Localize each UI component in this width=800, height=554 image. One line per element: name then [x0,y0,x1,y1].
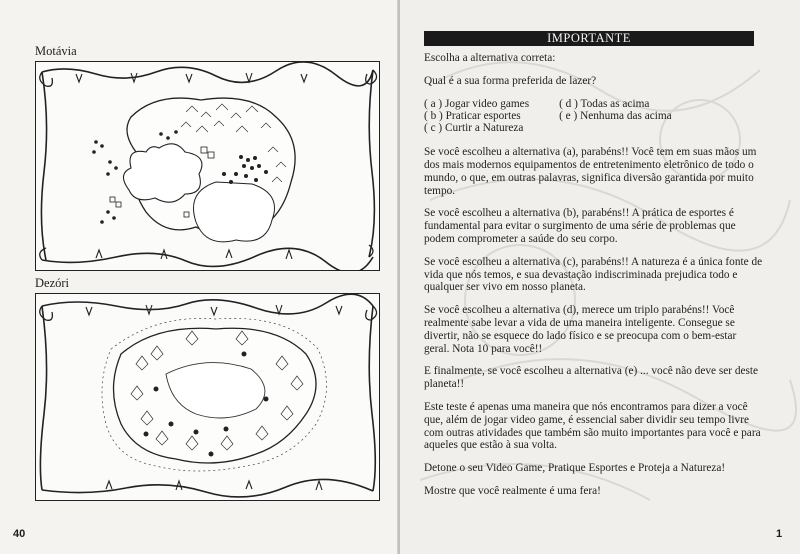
dezori-map-illustration [36,294,379,500]
page-number-left: 40 [13,528,26,540]
options-column-2 [559,98,672,135]
quiz-question: Qual é a sua forma preferida de lazer? [424,74,597,87]
answer-e-paragraph: E finalmente, se você escolheu a alternativa (e) ... você não deve ser deste planeta!! [424,365,759,391]
quiz-intro: Escolha a alternativa correta: [424,52,556,64]
map-title-dezori: Dezóri [35,276,70,290]
answer-c-paragraph: Se você escolheu a alternativa (c), parabéns!! A natureza é a única fonte de vida que nós temos, e sua devastação indiscriminada prejudica todo e qualquer ser vivo em nosso planeta. [424,255,763,294]
option-a: ( a ) Jogar video games [424,97,530,110]
option-b: ( b ) Praticar esportes [424,109,521,122]
dezori-map [35,293,380,501]
option-c: ( c ) Curtir a Natureza [424,122,524,134]
option-e: ( e ) Nenhuma das acima [559,109,672,122]
slogan-paragraph: Detone o seu Video Game, Pratique Esportes e Proteja a Natureza! [424,462,726,475]
motavia-map-illustration [36,62,379,270]
options-column-1 [424,98,529,135]
motavia-map [35,61,380,271]
page-number-right: 1 [776,528,783,540]
answer-b-paragraph: Se você escolheu a alternativa (b), parabéns!! A prática de esportes é fundamental para evitar o surgimento de uma série de problemas que podem comprometer a saúde do seu corpo. [424,207,736,245]
section-header: IMPORTANTE [424,31,754,46]
left-page [0,0,398,554]
option-d: ( d ) Todas as acima [559,97,650,110]
quiz-content [424,52,764,508]
answer-a-paragraph: Se você escolheu a alternativa (a), parabéns!! Você tem em suas mãos um dos mais modernos equipamentos de entretenimento eletrônico de todo o mundo, o que, em outras palavras, significa diversão garantida por muito tempo. [424,146,757,197]
closing-paragraph: Mostre que você realmente é uma fera! [424,484,601,497]
answer-d-paragraph: Se você escolheu a alternativa (d), merece um triplo parabéns!! Você realmente sabe levar a vida de uma maneira inteligente. Consegue se divertir, não se esquece do lado físico e se preocupa com o bem-estar geral. Nota 10 para você!! [424,304,737,355]
conclusion-paragraph: Este teste é apenas uma maneira que nós encontramos para dizer a você que, além de jogar video game, é essencial saber dividir seu tempo livre com outras atividades que também são muito importantes para você e para aqueles que estão à sua volta. [424,400,761,452]
map-title-motavia: Motávia [35,44,77,58]
quiz-options [424,98,764,135]
